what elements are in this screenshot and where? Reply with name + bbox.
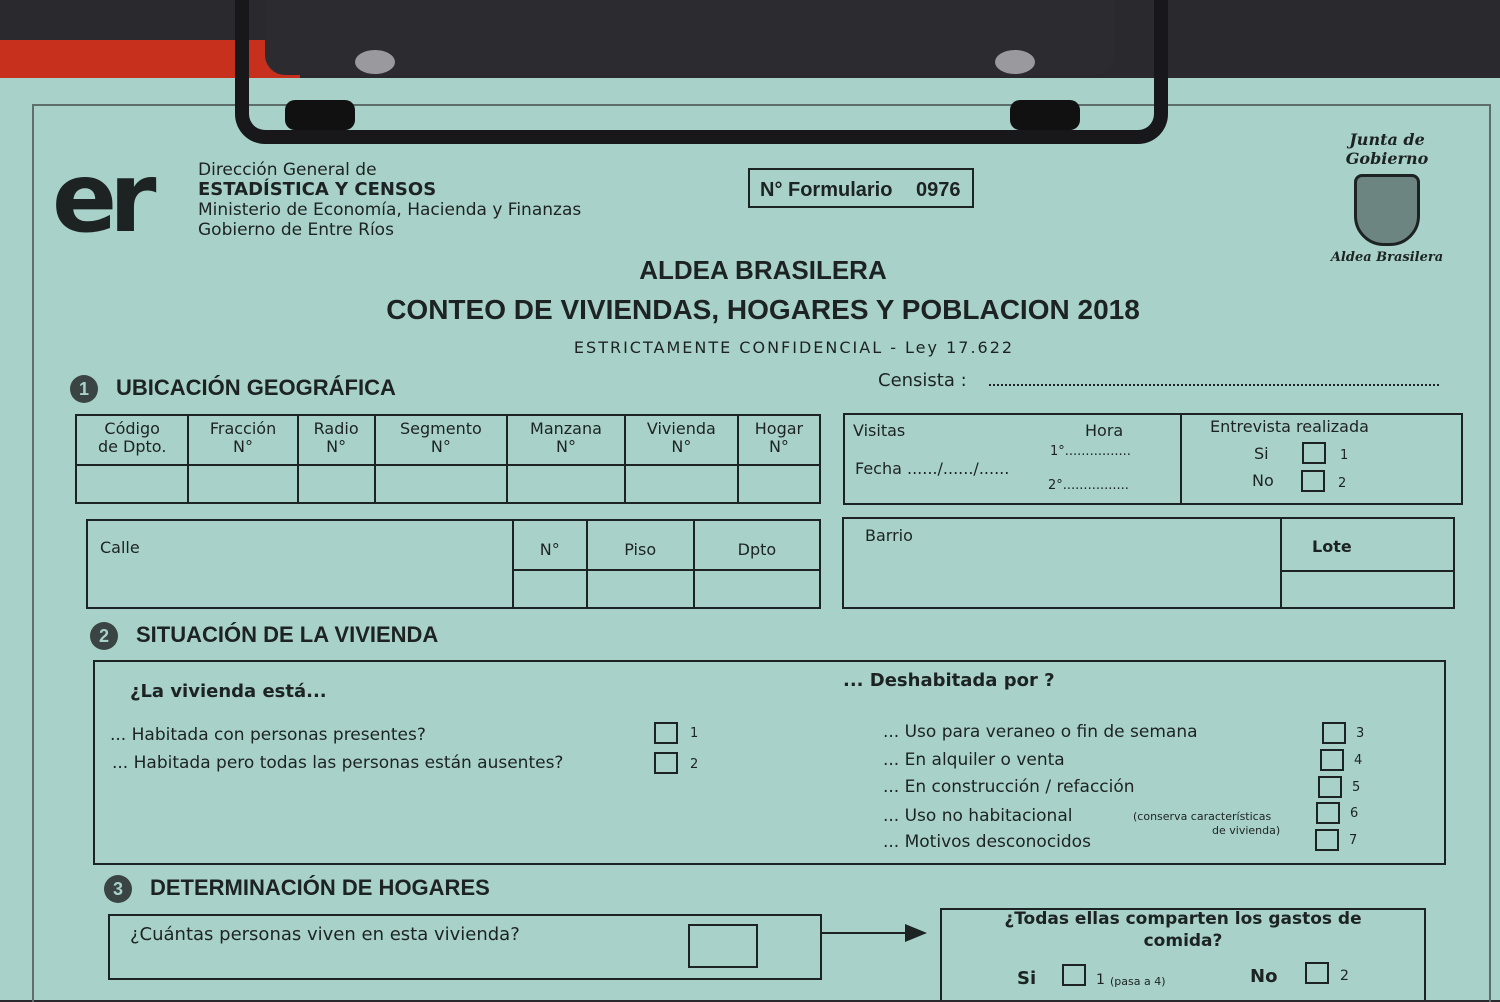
censista-label: Censista : bbox=[878, 370, 967, 391]
organization-block bbox=[198, 160, 581, 240]
lote-divider bbox=[1280, 570, 1455, 572]
geo-cell-vivienda[interactable] bbox=[625, 465, 738, 503]
gastos-si-code: 1 bbox=[1096, 972, 1105, 988]
geo-header-fraccion: Fracción N° bbox=[188, 415, 297, 465]
section-1-heading bbox=[70, 375, 396, 403]
vivienda-option-2-checkbox[interactable] bbox=[654, 752, 678, 774]
confidential-note: ESTRICTAMENTE CONFIDENCIAL - Ley 17.622 bbox=[573, 338, 1015, 357]
entrevista-si-label: Si bbox=[1254, 444, 1269, 463]
section-title: SITUACIÓN DE LA VIVIENDA bbox=[136, 622, 439, 647]
section-number: 2 bbox=[90, 622, 118, 650]
shield-icon bbox=[1354, 174, 1420, 246]
arrow-right-icon bbox=[905, 924, 927, 942]
vivienda-option-1-code: 1 bbox=[690, 726, 699, 741]
desh-option-7-code: 7 bbox=[1349, 833, 1358, 848]
title-census: CONTEO DE VIVIENDAS, HOGARES Y POBLACION 2018 bbox=[386, 294, 1140, 325]
org-line2: ESTADÍSTICA Y CENSOS bbox=[198, 179, 437, 200]
crest-top-text: Junta de Gobierno bbox=[1345, 130, 1429, 168]
section-number: 1 bbox=[70, 375, 98, 403]
vivienda-option-1: ... Habitada con personas presentes? bbox=[110, 725, 426, 745]
gastos-no-checkbox[interactable] bbox=[1305, 962, 1329, 984]
org-line4: Gobierno de Entre Ríos bbox=[198, 220, 394, 240]
censista-dotted-line[interactable] bbox=[989, 370, 1439, 386]
desh-option-3-checkbox[interactable] bbox=[1322, 722, 1346, 744]
org-line1: Dirección General de bbox=[198, 160, 377, 180]
geo-cell-segmento[interactable] bbox=[375, 465, 508, 503]
desh-option-6-note-2: de vivienda) bbox=[1212, 824, 1281, 837]
geo-header-segmento: Segmento N° bbox=[375, 415, 508, 465]
gastos-si-checkbox[interactable] bbox=[1062, 964, 1086, 986]
desh-option-4: ... En alquiler o venta bbox=[883, 750, 1065, 770]
geo-cell-hogar[interactable] bbox=[738, 465, 820, 503]
numero-header: N° bbox=[513, 520, 587, 570]
geo-cell-manzana[interactable] bbox=[507, 465, 625, 503]
entrevista-no-label: No bbox=[1252, 471, 1274, 490]
arrow-line bbox=[822, 932, 912, 934]
gastos-question: ¿Todas ellas comparten los gastos de comida? bbox=[1004, 909, 1362, 951]
visitas-divider bbox=[1180, 413, 1182, 505]
deshabitada-title: ... Deshabitada por ? bbox=[843, 670, 1055, 691]
dpto-cell[interactable] bbox=[694, 570, 820, 608]
gastos-no-code: 2 bbox=[1340, 968, 1349, 984]
desh-option-5-code: 5 bbox=[1352, 780, 1361, 795]
clip-grip-left bbox=[285, 100, 355, 130]
desh-option-7: ... Motivos desconocidos bbox=[883, 832, 1091, 852]
gastos-no-label: No bbox=[1250, 966, 1278, 987]
barrio-label[interactable]: Barrio bbox=[865, 526, 913, 545]
visita-2-hora[interactable]: 2°................ bbox=[1048, 478, 1129, 493]
form-number-label: N° Formulario bbox=[760, 179, 893, 201]
desh-option-7-checkbox[interactable] bbox=[1315, 829, 1339, 851]
form-number-value: 0976 bbox=[916, 179, 961, 201]
section-3-heading bbox=[104, 875, 490, 903]
desh-option-5-checkbox[interactable] bbox=[1318, 776, 1342, 798]
desh-option-4-code: 4 bbox=[1354, 753, 1363, 768]
geo-header-manzana: Manzana N° bbox=[507, 415, 625, 465]
gastos-si-note: (pasa a 4) bbox=[1110, 975, 1166, 988]
entrevista-no-checkbox[interactable] bbox=[1301, 470, 1325, 492]
piso-header: Piso bbox=[587, 520, 694, 570]
title-locality: ALDEA BRASILERA bbox=[639, 255, 887, 285]
hora-label: Hora bbox=[1085, 421, 1124, 440]
vivienda-option-1-checkbox[interactable] bbox=[654, 722, 678, 744]
geo-cell-codigo[interactable] bbox=[76, 465, 188, 503]
visita-1-hora[interactable]: 1°................ bbox=[1050, 444, 1131, 459]
form-number-box bbox=[748, 168, 974, 208]
desh-option-6: ... Uso no habitacional bbox=[883, 806, 1073, 826]
geo-header-hogar: Hogar N° bbox=[738, 415, 820, 465]
vivienda-option-2: ... Habitada pero todas las personas están ausentes? bbox=[112, 753, 564, 773]
junta-crest bbox=[1312, 130, 1462, 265]
desh-option-6-checkbox[interactable] bbox=[1316, 802, 1340, 824]
geo-code-table bbox=[75, 414, 821, 504]
personas-question: ¿Cuántas personas viven en esta vivienda? bbox=[130, 924, 520, 945]
gastos-si-label: Si bbox=[1017, 968, 1037, 989]
address-table bbox=[86, 519, 821, 609]
crest-bottom-text: Aldea Brasilera bbox=[1330, 250, 1444, 265]
piso-cell[interactable] bbox=[587, 570, 694, 608]
section-title: UBICACIÓN GEOGRÁFICA bbox=[116, 375, 396, 400]
dpto-header: Dpto bbox=[694, 520, 820, 570]
entrevista-no-code: 2 bbox=[1338, 476, 1347, 491]
section-number: 3 bbox=[104, 875, 132, 903]
calle-field[interactable]: Calle bbox=[87, 520, 513, 608]
desh-option-3: ... Uso para veraneo o fin de semana bbox=[883, 722, 1198, 742]
lote-label: Lote bbox=[1312, 537, 1352, 556]
vivienda-option-2-code: 2 bbox=[690, 757, 699, 772]
entrevista-si-code: 1 bbox=[1340, 448, 1349, 463]
clip-grip-right bbox=[1010, 100, 1080, 130]
barrio-box bbox=[842, 517, 1455, 609]
org-line3: Ministerio de Economía, Hacienda y Finanzas bbox=[198, 200, 582, 220]
fecha-field[interactable]: Fecha ....../....../...... bbox=[855, 459, 1010, 478]
desh-option-6-note-1: (conserva características bbox=[1133, 810, 1272, 823]
personas-count-input[interactable] bbox=[688, 924, 758, 968]
geo-header-radio: Radio N° bbox=[298, 415, 375, 465]
entrevista-label: Entrevista realizada bbox=[1210, 417, 1369, 436]
censista-field[interactable] bbox=[878, 370, 1439, 391]
er-logo: er bbox=[52, 142, 149, 254]
barrio-divider bbox=[1280, 517, 1282, 609]
geo-cell-radio[interactable] bbox=[298, 465, 375, 503]
visitas-label: Visitas bbox=[853, 421, 906, 440]
desh-option-4-checkbox[interactable] bbox=[1320, 749, 1344, 771]
geo-header-codigo: Código de Dpto. bbox=[76, 415, 188, 465]
numero-cell[interactable] bbox=[513, 570, 587, 608]
desh-option-5: ... En construcción / refacción bbox=[883, 777, 1135, 797]
section-2-heading bbox=[90, 622, 438, 650]
desh-option-3-code: 3 bbox=[1356, 726, 1365, 741]
vivienda-question: ¿La vivienda está... bbox=[130, 681, 327, 702]
entrevista-si-checkbox[interactable] bbox=[1302, 442, 1326, 464]
section-title: DETERMINACIÓN DE HOGARES bbox=[150, 875, 490, 900]
geo-cell-fraccion[interactable] bbox=[188, 465, 297, 503]
geo-header-vivienda: Vivienda N° bbox=[625, 415, 738, 465]
desh-option-6-code: 6 bbox=[1350, 806, 1359, 821]
